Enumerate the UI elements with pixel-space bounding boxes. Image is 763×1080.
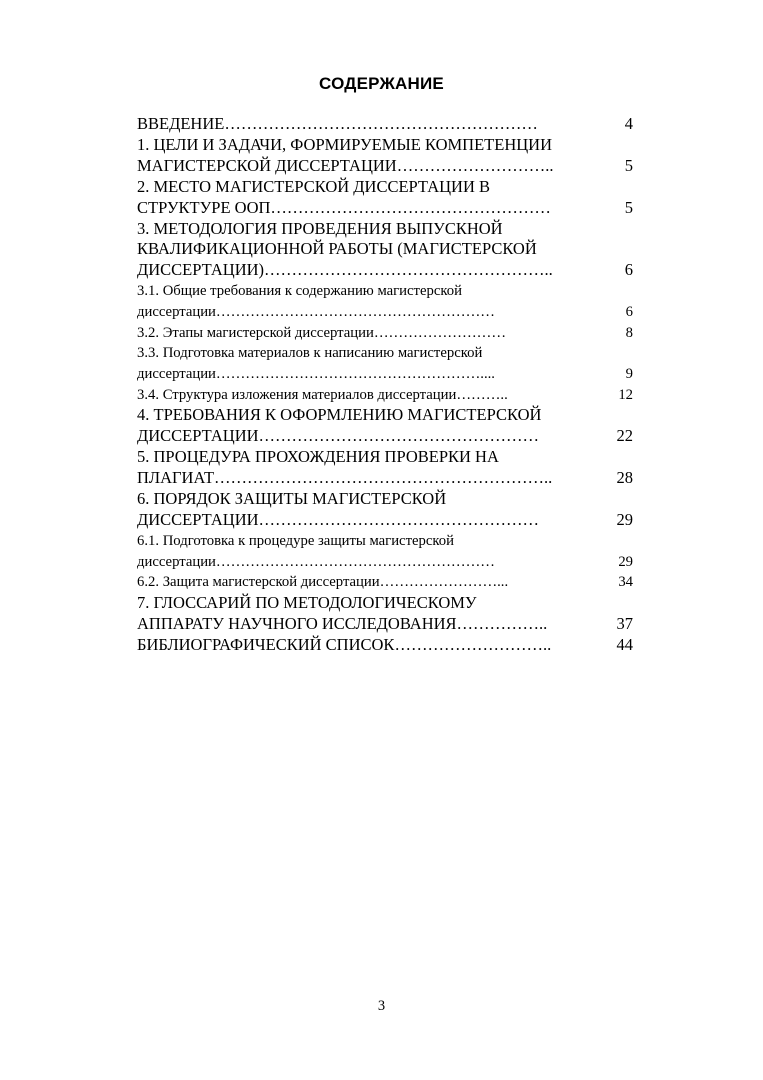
toc-entry-section-2[interactable] [137, 177, 635, 219]
toc-entry-page: 29 [616, 510, 633, 529]
toc-entry-page: 5 [624, 155, 633, 175]
toc-entry-text: 3. МЕТОДОЛОГИЯ ПРОВЕДЕНИЯ ВЫПУСКНОЙ КВАЛИФИКАЦИОННОЙ РАБОТЫ (МАГИСТЕРСКОЙ ДИССЕРТАЦИИ)…………………………………………….. [137, 218, 553, 280]
toc-entry-page: 4 [624, 114, 633, 133]
toc-entry-text: 5. ПРОЦЕДУРА ПРОХОЖДЕНИЯ ПРОВЕРКИ НА ПЛАГИАТ…………………………………………………….. [137, 447, 553, 488]
toc-entry-page: 9 [625, 366, 633, 383]
toc-entry-section-6-2[interactable] [137, 572, 635, 593]
toc-entry-section-3[interactable] [137, 219, 635, 282]
toc-entry-text: 3.2. Этапы магистерской диссертации……………………… [137, 324, 507, 341]
toc-entry-page: 34 [618, 574, 633, 591]
toc-entry-page: 5 [624, 197, 633, 217]
toc-title: СОДЕРЖАНИЕ [319, 74, 444, 93]
toc-entry-section-3-2[interactable] [137, 323, 635, 344]
toc-entry-page: 44 [616, 634, 633, 654]
toc-entry-page: 8 [625, 324, 633, 341]
toc-entry-text: 7. ГЛОССАРИЙ ПО МЕТОДОЛОГИЧЕСКОМУ АППАРАТУ НАУЧНОГО ИССЛЕДОВАНИЯ…………….. [137, 593, 548, 633]
toc-entry-page: 29 [618, 553, 633, 570]
toc-entry-section-6[interactable] [137, 489, 635, 531]
toc-entry-section-3-3[interactable] [137, 343, 635, 384]
toc-entry-page: 6 [625, 303, 633, 320]
toc-entry-page: 28 [616, 468, 633, 488]
toc-entry-text: 6.1. Подготовка к процедуре защиты магистерской диссертации………………………………………………… [137, 532, 495, 570]
toc-entry-text: 2. МЕСТО МАГИСТЕРСКОЙ ДИССЕРТАЦИИ В СТРУКТУРЕ ООП…………………………………………… [137, 176, 551, 217]
toc-entry-section-1[interactable] [137, 135, 635, 177]
toc-entry-section-6-1[interactable] [137, 531, 635, 572]
toc-entry-page: 37 [616, 613, 633, 633]
toc-entry-text: ВВЕДЕНИЕ………………………………………………… [137, 114, 538, 133]
toc-entry-section-3-4[interactable] [137, 385, 635, 406]
toc-entry-section-7[interactable] [137, 593, 635, 635]
toc-entry-section-5[interactable] [137, 447, 635, 489]
page-number: 3 [377, 998, 386, 1014]
toc-entry-page: 22 [616, 426, 633, 446]
toc-entry-text: 1. ЦЕЛИ И ЗАДАЧИ, ФОРМИРУЕМЫЕ КОМПЕТЕНЦИИ МАГИСТЕРСКОЙ ДИССЕРТАЦИИ……………………….. [137, 134, 554, 175]
toc-entry-page: 12 [618, 386, 633, 403]
toc-entry-text: 3.4. Структура изложения материалов диссертации……….. [137, 386, 508, 403]
toc-entry-section-4[interactable] [137, 405, 635, 447]
toc-entry-text: 3.1. Общие требования к содержанию магистерской диссертации………………………………………………… [137, 283, 495, 320]
toc-entry-introduction[interactable] [137, 114, 635, 135]
toc-entry-text: 6. ПОРЯДОК ЗАЩИТЫ МАГИСТЕРСКОЙ ДИССЕРТАЦИИ…………………………………………… [137, 489, 540, 529]
table-of-contents [137, 114, 635, 656]
toc-entry-text: 3.3. Подготовка материалов к написанию магистерской диссертации……………………………………………….... [137, 345, 495, 383]
toc-entry-text: 6.2. Защита магистерской диссертации……………………... [137, 574, 509, 591]
toc-entry-bibliography[interactable] [137, 635, 635, 656]
toc-entry-section-3-1[interactable] [137, 281, 635, 322]
toc-entry-page: 6 [624, 260, 633, 280]
toc-entry-text: 4. ТРЕБОВАНИЯ К ОФОРМЛЕНИЮ МАГИСТЕРСКОЙ ДИССЕРТАЦИИ…………………………………………… [137, 405, 542, 446]
toc-entry-text: БИБЛИОГРАФИЧЕСКИЙ СПИСОК……………………….. [137, 634, 552, 654]
